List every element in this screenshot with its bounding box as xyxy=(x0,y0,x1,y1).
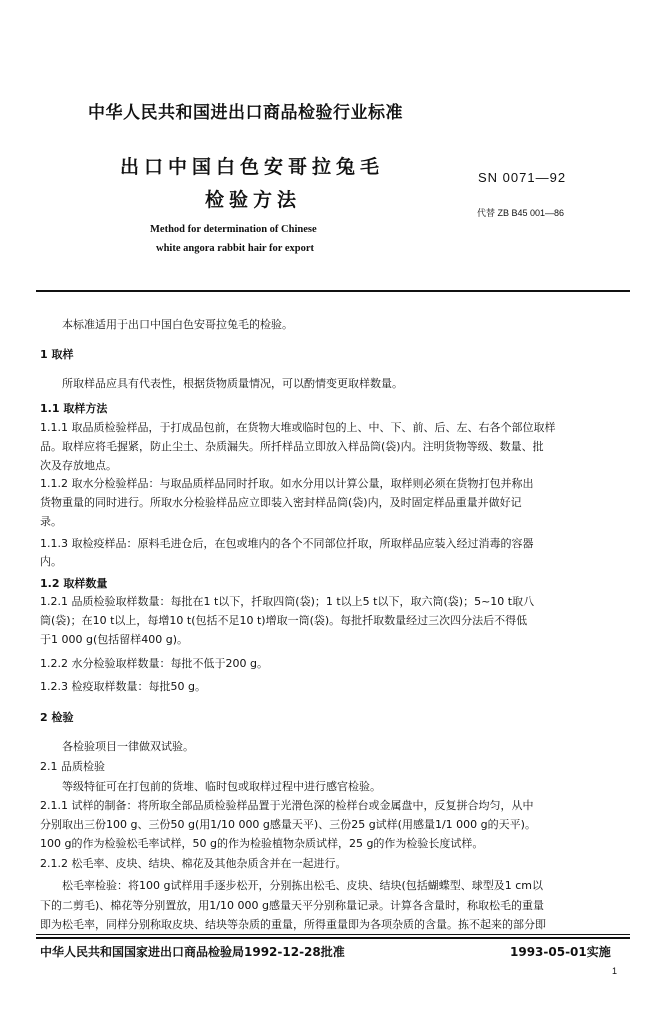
section-heading: 1.2 取样数量 xyxy=(40,577,108,590)
standard-category: 中华人民共和国进出口商品检验行业标准 xyxy=(88,103,403,123)
english-title-line2: white angora rabbit hair for export xyxy=(156,243,314,254)
body-line: 次及存放地点。 xyxy=(40,459,117,472)
body-line: 1.1.3 取检疫样品：原料毛进仓后，在包或堆内的各个不同部位扦取，所取样品应装入经过消毒的容器 xyxy=(40,537,534,550)
body-line: 品。取样应将毛握紧，防止尘土、杂质漏失。所扦样品立即放入样品筒(袋)内。注明货物等级、数量、批 xyxy=(40,440,544,453)
page-title-line2: 检验方法 xyxy=(205,189,302,211)
body-line: 本标准适用于出口中国白色安哥拉兔毛的检验。 xyxy=(62,318,293,331)
body-line: 于1 000 g(包括留样400 g)。 xyxy=(40,633,189,646)
body-line: 录。 xyxy=(40,515,62,528)
body-line: 货物重量的同时进行。所取水分检验样品应立即装入密封样品筒(袋)内，及时固定样品重量并做好记 xyxy=(40,496,522,509)
body-line: 1.1.1 取品质检验样品，于打成品包前，在货物大堆或临时包的上、中、下、前、后、左、右各个部位取样 xyxy=(40,421,556,434)
issuer-statement: 中华人民共和国国家进出口商品检验局1992-12-28批准 xyxy=(40,945,345,959)
section-heading: 2 检验 xyxy=(40,711,74,724)
replaces-standard: 代替 ZB B45 001—86 xyxy=(477,208,565,218)
body-line: 分别取出三份100 g、三份50 g(用1/10 000 g感量天平)、三份25 g试样(用感量1/1 000 g的天平)。 xyxy=(40,818,536,831)
standard-number: SN 0071—92 xyxy=(478,170,567,185)
body-line: 100 g的作为检验松毛率试样，50 g的作为检验植物杂质试样，25 g的作为检验长度试样。 xyxy=(40,837,484,850)
body-line: 2.1.1 试样的制备：将所取全部品质检验样品置于光滑色深的检样台或金属盘中，反复拼合均匀，从中 xyxy=(40,799,534,812)
body-line: 松毛率检验：将100 g试样用手逐步松开，分别拣出松毛、皮块、结块(包括蝴蝶型、球型及1 cm以 xyxy=(62,879,544,892)
body-line: 1.2.3 检疫取样数量：每批50 g。 xyxy=(40,680,206,693)
body-line: 筒(袋)；在10 t以上，每增10 t(包括不足10 t)增取一筒(袋)。每批扦取数量经过三次四分法后不得低 xyxy=(40,614,528,627)
body-line: 所取样品应具有代表性，根据货物质量情况，可以酌情变更取样数量。 xyxy=(62,377,403,390)
body-line: 各检验项目一律做双试验。 xyxy=(62,740,194,753)
page-title: 出口中国白色安哥拉兔毛 xyxy=(120,156,385,178)
body-line: 1.2.2 水分检验取样数量：每批不低于200 g。 xyxy=(40,657,268,670)
body-line: 2.1 品质检验 xyxy=(40,760,105,773)
body-line: 1.2.1 品质检验取样数量：每批在1 t以下，扦取四筒(袋)；1 t以上5 t以下，取六筒(袋)；5~10 t取八 xyxy=(40,595,535,608)
body-line: 2.1.2 松毛率、皮块、结块、棉花及其他杂质含并在一起进行。 xyxy=(40,857,347,870)
body-line: 1.1.2 取水分检验样品：与取品质样品同时扦取。如水分用以计算公量，取样则必须在货物打包并称出 xyxy=(40,477,534,490)
body-line: 即为松毛率，同样分别称取皮块、结块等杂质的重量，所得重量即为各项杂质的含量。拣不起来的部分即 xyxy=(40,918,546,931)
section-heading: 1 取样 xyxy=(40,348,74,361)
page-number: 1 xyxy=(612,966,618,976)
footer-divider-bottom xyxy=(36,937,630,939)
body-line: 等级特征可在打包前的货堆、临时包或取样过程中进行感官检验。 xyxy=(62,780,381,793)
body-line: 下的二剪毛)、棉花等分别置放，用1/10 000 g感量天平分别称量记录。计算各含量时，称取松毛的重量 xyxy=(40,899,544,912)
implementation-date: 1993-05-01实施 xyxy=(510,945,611,959)
english-title-line1: Method for determination of Chinese xyxy=(150,224,317,235)
section-heading: 1.1 取样方法 xyxy=(40,402,108,415)
body-line: 内。 xyxy=(40,555,62,568)
header-divider xyxy=(36,290,630,292)
footer-divider-top xyxy=(36,934,630,935)
